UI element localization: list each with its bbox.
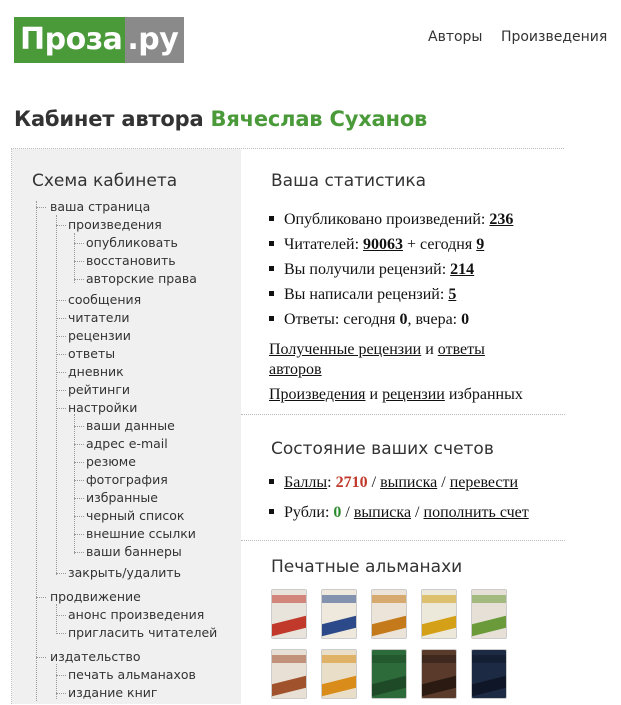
sidebar-item-diary[interactable]: дневник	[68, 364, 124, 379]
received-reviews-link[interactable]: 214	[450, 261, 475, 278]
sidebar-item-messages[interactable]: сообщения	[68, 292, 142, 307]
almanac-book-cover[interactable]	[321, 589, 357, 639]
almanac-book-cover[interactable]	[371, 649, 407, 699]
readers-today-link[interactable]: 9	[476, 236, 485, 253]
received-reviews-line-2	[269, 361, 322, 379]
stats-title: Ваша статистика	[271, 171, 427, 191]
written-reviews-link[interactable]: 5	[448, 286, 457, 303]
site-logo[interactable]	[14, 17, 184, 63]
cabinet-tree	[12, 149, 241, 704]
transfer-link[interactable]: перевести	[449, 474, 519, 491]
sidebar	[12, 149, 241, 704]
top-nav	[428, 29, 621, 45]
stat-published: Опубликовано произведений: 236	[269, 211, 513, 229]
points-statement-link[interactable]: выписка	[380, 474, 438, 491]
points-line: Баллы: 2710 / выписка / перевести	[269, 474, 518, 492]
points-value: 2710	[335, 474, 368, 491]
rubles-statement-link[interactable]: выписка	[353, 504, 412, 521]
sidebar-item-copyright[interactable]: авторские права	[86, 271, 197, 286]
almanacs-title: Печатные альманахи	[271, 557, 463, 577]
readers-count-link[interactable]: 90063	[363, 236, 404, 253]
almanac-book-cover[interactable]	[371, 589, 407, 639]
sidebar-item-announce[interactable]: анонс произведения	[68, 607, 205, 622]
sidebar-item-photo[interactable]: фотография	[86, 472, 168, 487]
sidebar-item-reviews[interactable]: рецензии	[68, 328, 131, 343]
sidebar-item-blacklist[interactable]: черный список	[86, 508, 185, 523]
link-author-answers-2[interactable]: авторов	[269, 361, 322, 378]
logo-main: Проза	[14, 17, 125, 63]
stat-readers: Читателей: 90063 + сегодня 9	[269, 236, 484, 254]
sidebar-item-publish[interactable]: опубликовать	[86, 235, 178, 250]
almanac-book-cover[interactable]	[271, 649, 307, 699]
sidebar-item-settings[interactable]: настройки	[68, 400, 138, 415]
almanac-book-cover[interactable]	[421, 649, 457, 699]
accounts-section	[241, 415, 565, 541]
sidebar-title: Схема кабинета	[32, 171, 178, 191]
sidebar-item-favorites[interactable]: избранные	[86, 490, 158, 505]
sidebar-item-promotion[interactable]: продвижение	[50, 589, 141, 604]
link-received-reviews[interactable]: Полученные рецензии	[269, 341, 422, 358]
almanac-book-cover[interactable]	[321, 649, 357, 699]
almanac-book-cover[interactable]	[471, 649, 507, 699]
sidebar-item-external-links[interactable]: внешние ссылки	[86, 526, 196, 541]
almanac-book-cover[interactable]	[471, 589, 507, 639]
page-title-prefix: Кабинет автора	[14, 107, 204, 131]
nav-works[interactable]: Произведения	[500, 29, 608, 45]
cabinet-box	[11, 148, 564, 704]
topup-link[interactable]: пополнить счет	[423, 504, 529, 521]
sidebar-item-readers[interactable]: читатели	[68, 310, 130, 325]
sidebar-item-email[interactable]: адрес e-mail	[86, 436, 168, 451]
published-count-link[interactable]: 236	[489, 211, 514, 228]
accounts-title: Состояние ваших счетов	[271, 439, 494, 459]
rubles-line: Рубли: 0 / выписка / пополнить счет	[269, 504, 529, 522]
stat-received-reviews: Вы получили рецензий: 214	[269, 261, 474, 279]
sidebar-item-restore[interactable]: восстановить	[86, 253, 176, 268]
almanacs-section	[241, 541, 565, 705]
almanac-book-cover[interactable]	[271, 589, 307, 639]
sidebar-item-publishing[interactable]: издательство	[50, 649, 141, 664]
sidebar-item-your-data[interactable]: ваши данные	[86, 418, 175, 433]
sidebar-item-resume[interactable]: резюме	[86, 454, 136, 469]
sidebar-item-works[interactable]: произведения	[68, 217, 162, 232]
page-title	[14, 107, 427, 131]
sidebar-item-invite[interactable]: пригласить читателей	[68, 625, 218, 640]
favorites-line: Произведения и рецензии избранных	[269, 386, 523, 403]
main-content	[241, 149, 565, 704]
sidebar-item-close-delete[interactable]: закрыть/удалить	[68, 565, 181, 580]
sidebar-item-banners[interactable]: ваши баннеры	[86, 544, 182, 559]
rubles-value: 0	[333, 504, 342, 521]
sidebar-item-ratings[interactable]: рейтинги	[68, 382, 131, 397]
logo-tld: .ру	[125, 17, 184, 63]
sidebar-item-print-almanacs[interactable]: печать альманахов	[68, 667, 196, 682]
link-favorite-works[interactable]: Произведения	[269, 386, 366, 403]
sidebar-item-my-page[interactable]: ваша страница	[50, 199, 151, 214]
points-link[interactable]: Баллы	[284, 474, 328, 491]
link-author-answers[interactable]: ответы	[437, 341, 485, 358]
sidebar-item-publish-books[interactable]: издание книг	[68, 685, 158, 700]
almanac-book-cover[interactable]	[421, 589, 457, 639]
stat-answers: Ответы: сегодня 0, вчера: 0	[269, 311, 469, 329]
author-name[interactable]: Вячеслав Суханов	[210, 107, 428, 131]
received-reviews-line: Полученные рецензии и ответы	[269, 341, 485, 358]
nav-authors[interactable]: Авторы	[428, 29, 483, 45]
stat-written-reviews: Вы написали рецензий: 5	[269, 286, 456, 304]
sidebar-item-answers[interactable]: ответы	[68, 346, 116, 361]
link-favorite-reviews[interactable]: рецензии	[382, 386, 445, 403]
stats-section	[241, 149, 565, 415]
